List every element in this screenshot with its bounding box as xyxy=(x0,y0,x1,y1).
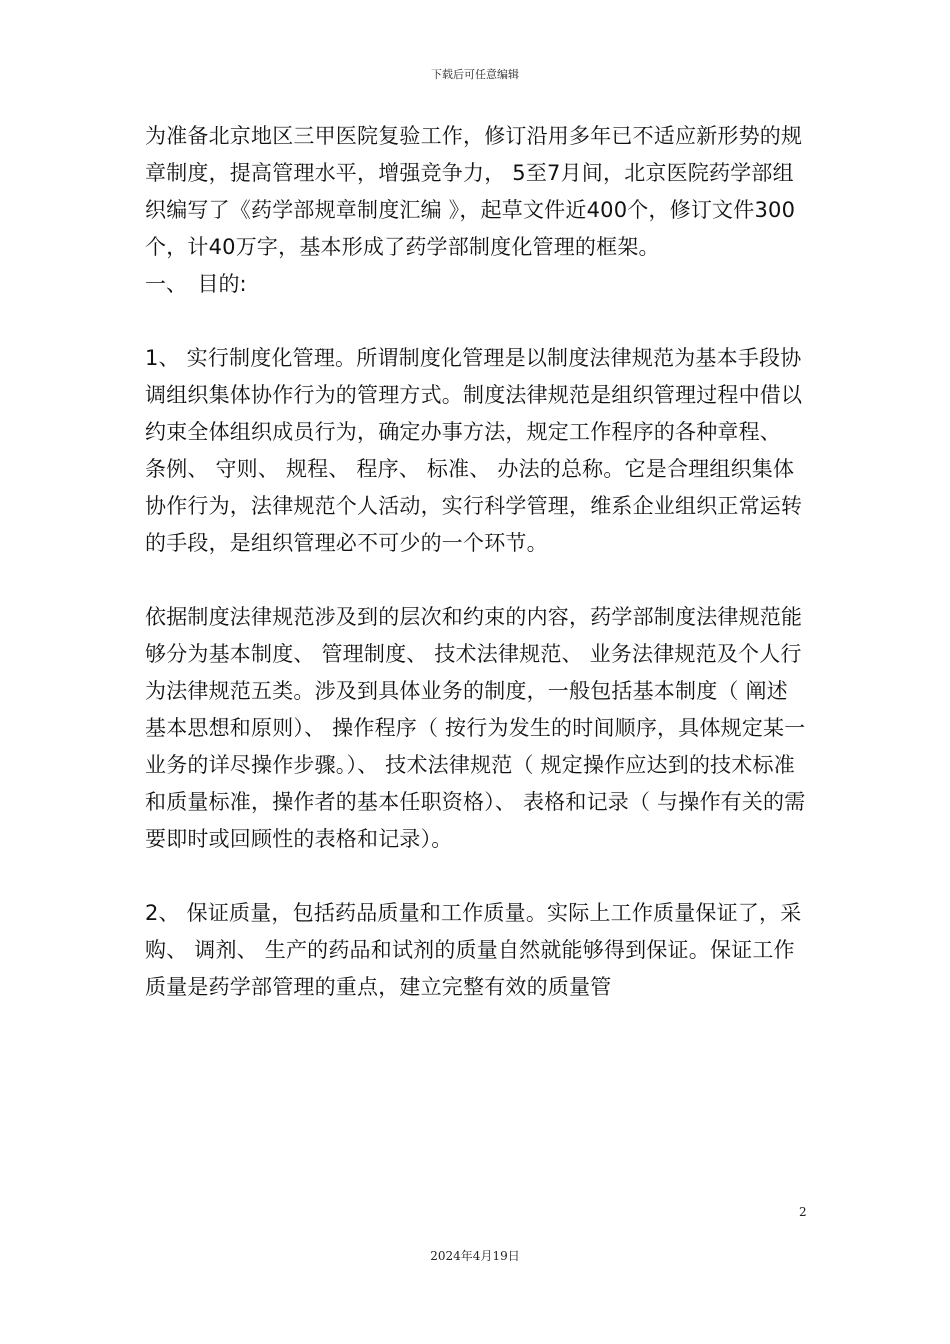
page-header: 下载后可任意编辑 xyxy=(431,68,519,81)
page-number: 2 xyxy=(799,1205,807,1219)
paragraph-item-1: 1、 实行制度化管理。所谓制度化管理是以制度法律规范为基本手段协调组织集体协作行为的管理方式。制度法律规范是组织管理过程中借以约束全体组织成员行为，确定办事方法，规定工作程序的各种章程、 条例、 守则、 规程、 程序、 标准、 办法的总称。它是合理组织集体协作行为，法律规范个人活动，实行科学管理，维系企业组织正常运转的手段，是组织管理必不可少的一个环节。 xyxy=(145,346,803,555)
document-body xyxy=(145,118,807,1006)
paragraph-regulation-types: 依据制度法律规范涉及到的层次和约束的内容，药学部制度法律规范能够分为基本制度、 管理制度、 技术法律规范、 业务法律规范及个人行为法律规范五类。涉及到具体业务的制度，一般包括基本制度（ 阐述基本思想和原则）、 操作程序（ 按行为发生的时间顺序，具体规定某一业务的详尽操作步骤。）、 技术法律规范（ 规定操作应达到的技术标准和质量标准，操作者的基本任职资格）、 表格和记录（ 与操作有关的需要即时或回顾性的表格和记录）。 xyxy=(145,605,806,851)
paragraph-item-2: 2、 保证质量，包括药品质量和工作质量。实际上工作质量保证了，采购、 调剂、 生产的药品和试剂的质量自然就能够得到保证。保证工作质量是药学部管理的重点，建立完整有效的质量管 xyxy=(145,901,802,999)
intro-paragraph: 为准备北京地区三甲医院复验工作，修订沿用多年已不适应新形势的规章制度，提高管理水平，增强竞争力， 5至7月间，北京医院药学部组织编写了《药学部规章制度汇编 》，起草文件近400个，修订文件300个，计40万字，基本形成了药学部制度化管理的框架。 xyxy=(145,124,803,259)
page-footer-date: 2024年4月19日 xyxy=(430,1249,520,1263)
section-heading-purpose: 一、 目的: xyxy=(145,272,247,296)
